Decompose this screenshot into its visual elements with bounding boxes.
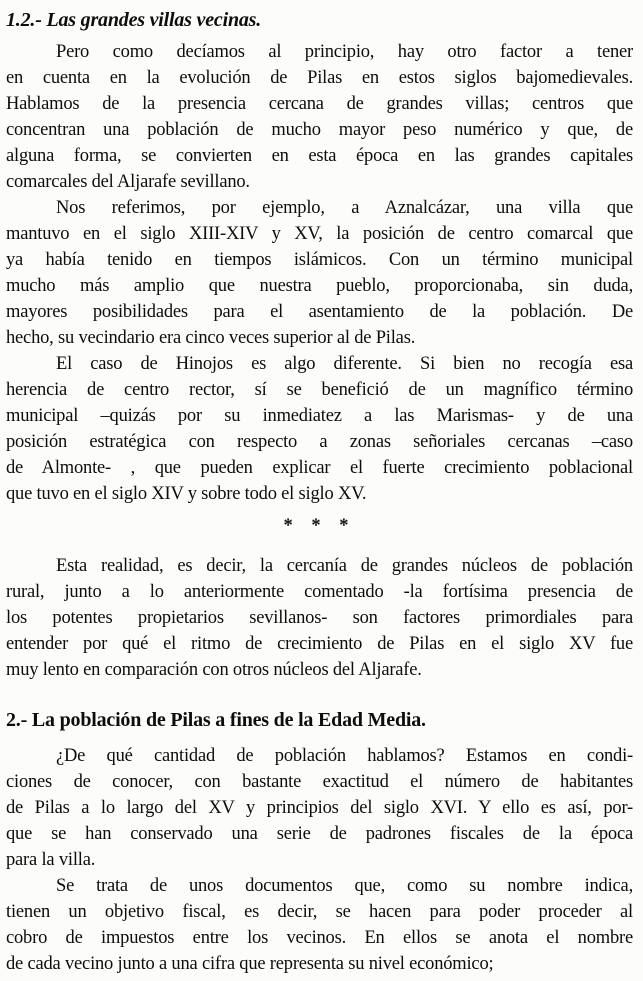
text-line: concentran una población de mucho mayor peso numérico y que, de xyxy=(6,120,633,140)
text-line: mayores posibilidades para el asentamiento de la población. De xyxy=(6,302,633,322)
text-line: tienen un objetivo fiscal, es decir, se hacen para poder proceder al xyxy=(6,902,633,922)
text-line: para la villa. xyxy=(6,850,96,870)
text-line: los potentes propietarios sevillanos- son factores primordiales para xyxy=(6,608,633,628)
text-line: de cada vecino junto a una cifra que representa su nivel económico; xyxy=(6,954,494,974)
paragraph-documentos xyxy=(6,873,633,977)
text-line: rural, junto a lo anteriormente comentado -la fortísima presencia de xyxy=(6,582,633,602)
text-line: en cuenta en la evolución de Pilas en estos siglos bajomedievales. xyxy=(6,68,633,88)
text-line: Nos referimos, por ejemplo, a Aznalcázar, una villa que xyxy=(56,198,633,218)
asterisk-separator: * * * xyxy=(283,516,356,536)
paragraph-esta-realidad xyxy=(6,553,633,683)
text-line: municipal –quizás por su inmediatez a las Marismas- y de una xyxy=(6,406,633,426)
text-line: Pero como decíamos al principio, hay otro factor a tener xyxy=(56,42,633,62)
paragraph-cantidad xyxy=(6,743,633,873)
text-line: mantuvo en el siglo XIII-XIV y XV, la posición de centro comarcal que xyxy=(6,224,633,244)
text-line: Hablamos de la presencia cercana de grandes villas; centros que xyxy=(6,94,633,114)
section-heading-villas: 1.2.- Las grandes villas vecinas. xyxy=(6,9,262,31)
text-line: mucho más amplio que nuestra pueblo, proporcionaba, sin duda, xyxy=(6,276,633,296)
text-line: hecho, su vecindario era cinco veces superior al de Pilas. xyxy=(6,328,416,348)
text-line: de Pilas a lo largo del XV y principios del siglo XVI. Y ello es así, por- xyxy=(6,798,633,818)
text-line: alguna forma, se convierten en esta época en las grandes capitales xyxy=(6,146,633,166)
text-line: de Almonte- , que pueden explicar el fuerte crecimiento poblacional xyxy=(6,458,633,478)
paragraph-aznalcazar xyxy=(6,195,633,351)
text-line: posición estratégica con respecto a zonas señoriales cercanas –caso xyxy=(6,432,633,452)
text-line: entender por qué el ritmo de crecimiento de Pilas en el siglo XV fue xyxy=(6,634,633,654)
section-heading-poblacion: 2.- La población de Pilas a fines de la Edad Media. xyxy=(6,709,426,731)
text-line: comarcales del Aljarafe sevillano. xyxy=(6,172,250,192)
text-line: ya había tenido en tiempos islámicos. Con un término municipal xyxy=(6,250,633,270)
text-line: Esta realidad, es decir, la cercanía de grandes núcleos de población xyxy=(56,556,633,576)
text-line: El caso de Hinojos es algo diferente. Si bien no recogía esa xyxy=(56,354,633,374)
text-line: ciones de conocer, con bastante exactitud el número de habitantes xyxy=(6,772,633,792)
text-line: que tuvo en el siglo XIV y sobre todo el siglo XV. xyxy=(6,484,367,504)
text-line: cobro de impuestos entre los vecinos. En ellos se anota el nombre xyxy=(6,928,633,948)
text-line: herencia de centro rector, sí se benefició de un magnífico término xyxy=(6,380,633,400)
text-line: que se han conservado una serie de padrones fiscales de la época xyxy=(6,824,633,844)
text-line: Se trata de unos documentos que, como su nombre indica, xyxy=(56,876,633,896)
paragraph-intro xyxy=(6,39,633,195)
paragraph-hinojos xyxy=(6,351,633,507)
text-line: ¿De qué cantidad de población hablamos? Estamos en condi- xyxy=(56,746,633,766)
text-line: muy lento en comparación con otros núcleos del Aljarafe. xyxy=(6,660,422,680)
